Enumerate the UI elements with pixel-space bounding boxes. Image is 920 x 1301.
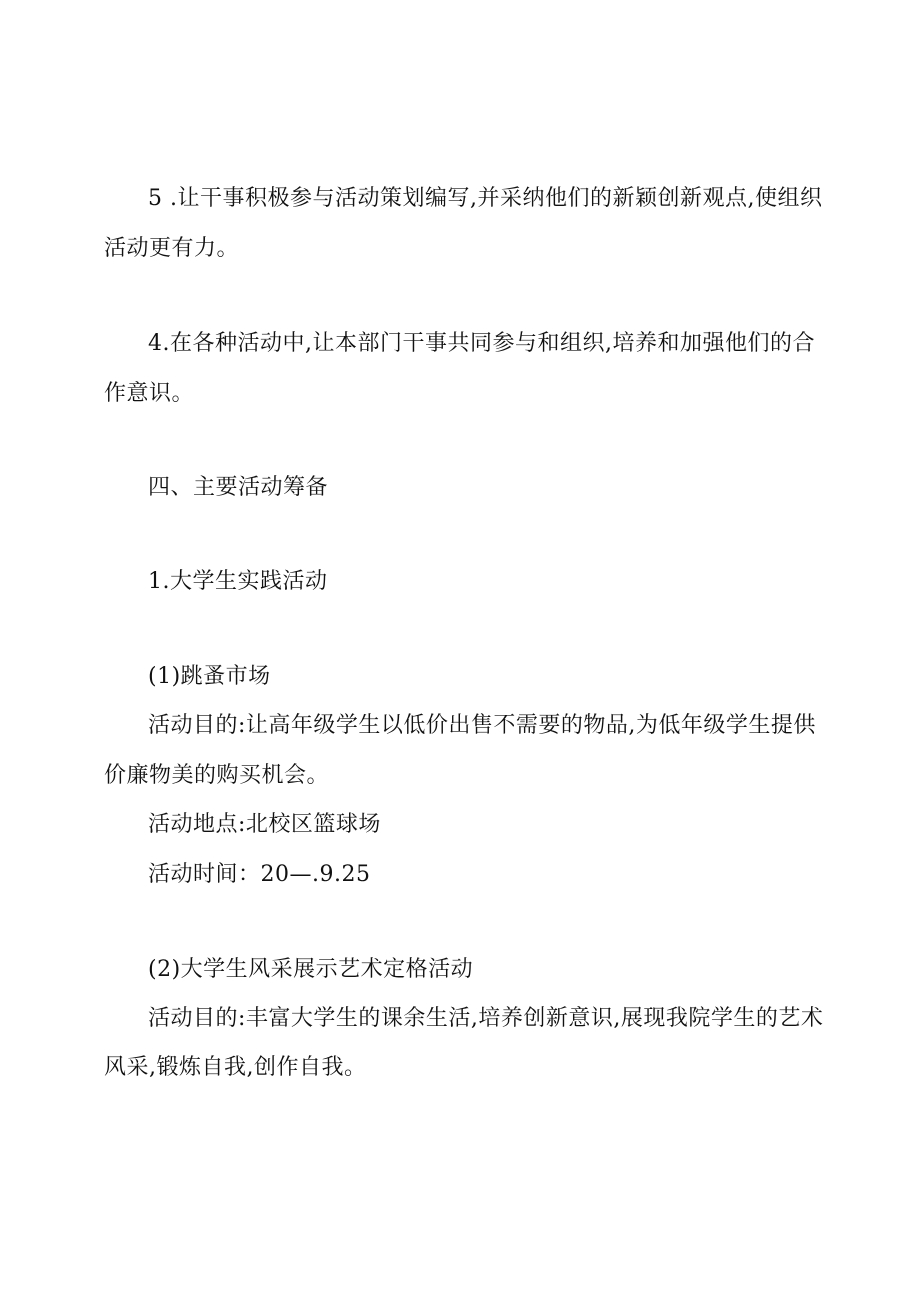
paragraph-5-line-1: 5 .让干事积极参与活动策划编写,并采纳他们的新颖创新观点,使组织 [148,186,823,211]
section-heading: 四、主要活动筹备 [148,475,329,500]
item-2-title: (2)大学生风采展示艺术定格活动 [148,957,474,982]
item-2-purpose-line-1: 活动目的:丰富大学生的课余生活,培养创新意识,展现我院学生的艺术 [148,1006,824,1031]
item-1-title: (1)跳蚤市场 [148,664,271,689]
paragraph-5-line-2: 活动更有力。 [104,236,240,261]
item-1-time: 活动时间：20—.9.25 [148,862,371,887]
item-1-purpose-line-2: 价廉物美的购买机会。 [104,763,330,788]
sub-heading-practice-activities: 1.大学生实践活动 [148,569,328,594]
item-1-location: 活动地点:北校区篮球场 [148,812,381,837]
paragraph-4-line-1: 4.在各种活动中,让本部门干事共同参与和组织,培养和加强他们的合 [148,331,815,356]
item-1-purpose-line-1: 活动目的:让高年级学生以低价出售不需要的物品,为低年级学生提供 [148,713,816,738]
paragraph-4-line-2: 作意识。 [104,381,195,406]
item-2-purpose-line-2: 风采,锻炼自我,创作自我。 [104,1055,367,1080]
